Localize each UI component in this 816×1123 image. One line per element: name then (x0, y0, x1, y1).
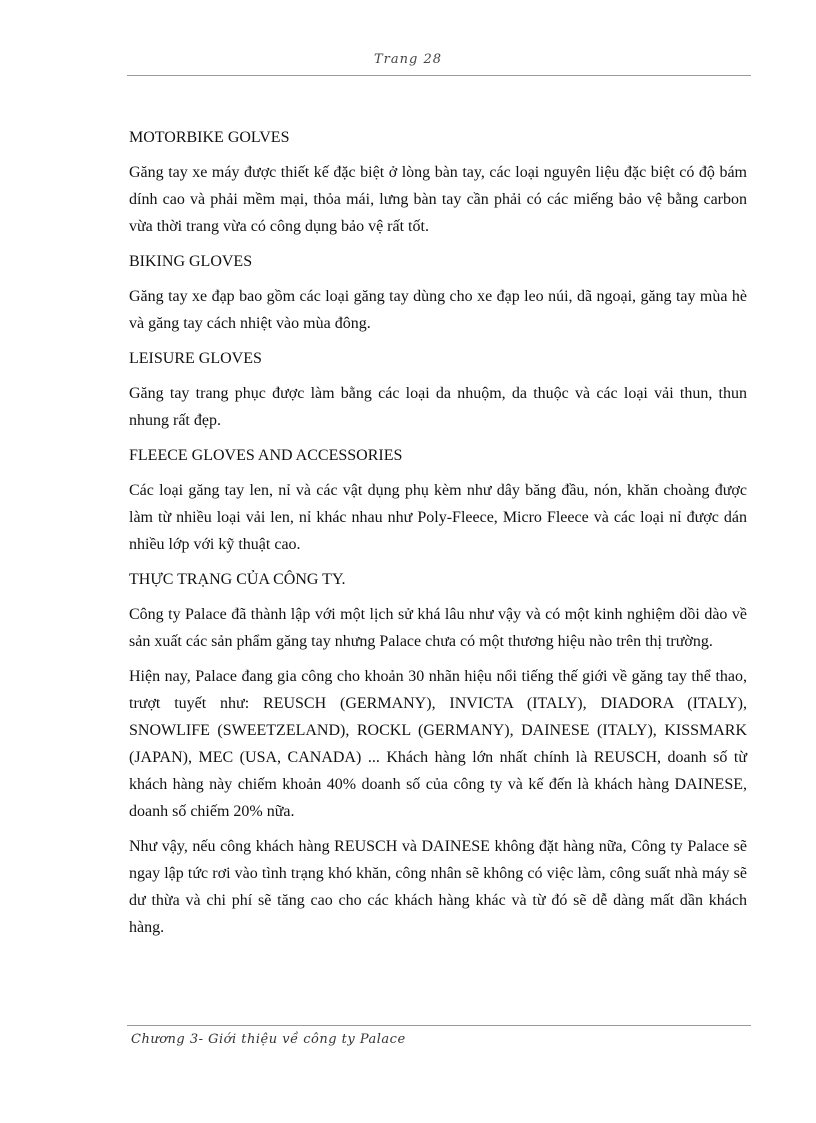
section-heading-motorbike: MOTORBIKE GOLVES (129, 129, 290, 146)
document-body (129, 124, 747, 949)
paragraph-leisure: Găng tay trang phục được làm bằng các loại da nhuộm, da thuộc và các loại vải thun, thun nhung rất đẹp. (129, 385, 747, 429)
paragraph-company-history: Công ty Palace đã thành lập với một lịch sử khá lâu như vậy và có một kinh nghiệm dồi dào về sản xuất các sản phẩm găng tay nhưng Palace chưa có một thương hiệu nào trên thị trường. (129, 606, 747, 650)
header-divider (127, 75, 751, 76)
paragraph-motorbike: Găng tay xe máy được thiết kế đặc biệt ở lòng bàn tay, các loại nguyên liệu đặc biệt có độ bám dính cao và phải mềm mại, thỏa mái, lưng bàn tay cần phải có các miếng bảo vệ bằng carbon vừa thời trang vừa có công dụng bảo vệ rất tốt. (129, 164, 747, 235)
section-heading-company-status: THỰC TRẠNG CỦA CÔNG TY. (129, 571, 346, 588)
paragraph-biking: Găng tay xe đạp bao gồm các loại găng tay dùng cho xe đạp leo núi, dã ngoại, găng tay mùa hè và găng tay cách nhiệt vào mùa đông. (129, 288, 747, 332)
section-heading-leisure: LEISURE GLOVES (129, 350, 262, 367)
paragraph-fleece: Các loại găng tay len, nỉ và các vật dụng phụ kèm như dây băng đầu, nón, khăn choàng được làm từ nhiều loại vải len, nỉ khác nhau như Poly-Fleece, Micro Fleece và các loại nỉ được dán nhiều lớp với kỹ thuật cao. (129, 482, 747, 553)
paragraph-current-clients: Hiện nay, Palace đang gia công cho khoản 30 nhãn hiệu nổi tiếng thế giới về găng tay thể thao, trượt tuyết như: REUSCH (GERMANY), INVICTA (ITALY), DIADORA (ITALY), SNOWLIFE (SWEETZELAND), ROCKL (GERMANY), DAINESE (ITALY), KISSMARK (JAPAN), MEC (USA, CANADA) ... Khách hàng lớn nhất chính là REUSCH, doanh số từ khách hàng này chiếm khoản 40% doanh số của công ty và kế đến là khách hàng DAINESE, doanh số chiếm 20% nữa. (129, 668, 747, 820)
section-heading-biking: BIKING GLOVES (129, 253, 253, 270)
paragraph-risk: Như vậy, nếu công khách hàng REUSCH và DAINESE không đặt hàng nữa, Công ty Palace sẽ ngay lập tức rơi vào tình trạng khó khăn, công nhân sẽ không có việc làm, công suất nhà máy sẽ dư thừa và chi phí sẽ tăng cao cho các khách hàng khác và từ đó sẽ dễ dàng mất dần khách hàng. (129, 838, 747, 936)
page-number-header: Trang 28 (373, 52, 442, 67)
footer-divider (127, 1025, 751, 1026)
section-heading-fleece: FLEECE GLOVES AND ACCESSORIES (129, 447, 403, 464)
chapter-footer: Chương 3- Giới thiệu về công ty Palace (131, 1032, 406, 1047)
